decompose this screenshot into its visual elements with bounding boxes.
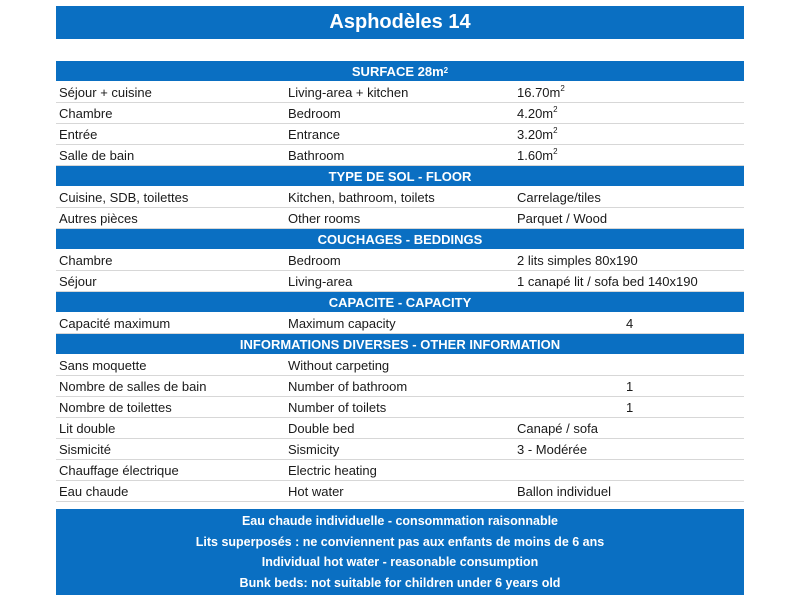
value-exponent: 2: [553, 146, 558, 156]
value: 1 canapé lit / sofa bed 140x190: [517, 273, 698, 289]
value-text: 4.20m: [517, 105, 554, 121]
label-fr: Entrée: [59, 126, 98, 142]
label-fr: Nombre de salles de bain: [59, 378, 207, 394]
table-row: [56, 250, 744, 271]
value: 1: [626, 399, 634, 415]
value: 4: [626, 315, 634, 331]
label-fr: Salle de bain: [59, 147, 135, 163]
table-row: [56, 187, 744, 208]
label-en: Without carpeting: [288, 357, 390, 373]
table-row: [56, 313, 744, 334]
label-en: Entrance: [288, 126, 341, 142]
label-en: Electric heating: [288, 462, 377, 478]
note-line: Individual hot water - reasonable consumption: [261, 555, 539, 570]
value-text: 3.20m: [517, 126, 554, 142]
table-row: [56, 145, 744, 166]
label-en: Living-area: [288, 273, 353, 289]
section-header-beddings: COUCHAGES - BEDDINGS: [56, 229, 744, 249]
note-line: Bunk beds: not suitable for children under 6 years old: [239, 575, 561, 590]
label-en: Other rooms: [288, 210, 361, 226]
value: [514, 106, 744, 121]
value: Ballon individuel: [517, 483, 611, 499]
label-en: Living-area + kitchen: [288, 84, 409, 100]
label-fr: Capacité maximum: [59, 315, 171, 331]
section-header-surface: SURFACE 28m 2: [56, 61, 744, 81]
section-header-other-information: INFORMATIONS DIVERSES - OTHER INFORMATION: [56, 334, 744, 354]
value: [514, 127, 744, 142]
table-row: [56, 418, 744, 439]
section-header-capacity: CAPACITE - CAPACITY: [56, 292, 744, 312]
label-en: Bedroom: [288, 252, 341, 268]
surface-header-text: SURFACE 28m: [351, 63, 444, 79]
label-fr: Nombre de toilettes: [59, 399, 172, 415]
table-row: [56, 208, 744, 229]
table-row: [56, 271, 744, 292]
label-fr: Chambre: [59, 105, 113, 121]
table-row: [56, 439, 744, 460]
label-en: Bedroom: [288, 105, 341, 121]
table-row: [56, 355, 744, 376]
notes-banner: [56, 509, 744, 595]
label-en: Maximum capacity: [288, 315, 396, 331]
label-en: Kitchen, bathroom, toilets: [288, 189, 435, 205]
label-fr: Cuisine, SDB, toilettes: [59, 189, 189, 205]
label-fr: Sans moquette: [59, 357, 147, 373]
property-details-table: [56, 61, 744, 502]
note-line: Lits superposés : ne conviennent pas aux enfants de moins de 6 ans: [195, 534, 605, 549]
label-en: Sismicity: [288, 441, 340, 457]
value: 1: [626, 378, 634, 394]
value-exponent: 2: [553, 125, 558, 135]
section-header-floor: TYPE DE SOL - FLOOR: [56, 166, 744, 186]
value: [514, 85, 744, 100]
value: 2 lits simples 80x190: [517, 252, 638, 268]
value-text: 1.60m: [517, 147, 554, 163]
page-title: Asphodèles 14: [56, 6, 744, 39]
table-row: [56, 481, 744, 502]
table-row: [56, 82, 744, 103]
label-en: Double bed: [288, 420, 355, 436]
label-en: Number of bathroom: [288, 378, 408, 394]
value: Canapé / sofa: [517, 420, 598, 436]
value-text: 16.70m: [517, 84, 561, 100]
label-fr: Lit double: [59, 420, 116, 436]
label-fr: Séjour + cuisine: [59, 84, 152, 100]
value: Parquet / Wood: [517, 210, 608, 226]
label-en: Hot water: [288, 483, 344, 499]
label-fr: Chauffage électrique: [59, 462, 179, 478]
table-row: [56, 376, 744, 397]
table-row: [56, 397, 744, 418]
value-exponent: 2: [553, 104, 558, 114]
table-row: [56, 460, 744, 481]
label-fr: Eau chaude: [59, 483, 129, 499]
label-fr: Chambre: [59, 252, 113, 268]
value-exponent: 2: [560, 83, 565, 93]
note-line: Eau chaude individuelle - consommation raisonnable: [241, 514, 559, 529]
value: [514, 148, 744, 163]
label-fr: Autres pièces: [59, 210, 138, 226]
label-fr: Séjour: [59, 273, 97, 289]
label-fr: Sismicité: [59, 441, 112, 457]
label-en: Number of toilets: [288, 399, 387, 415]
label-en: Bathroom: [288, 147, 345, 163]
table-row: [56, 103, 744, 124]
value: 3 - Modérée: [517, 441, 588, 457]
value: Carrelage/tiles: [517, 189, 601, 205]
table-row: [56, 124, 744, 145]
